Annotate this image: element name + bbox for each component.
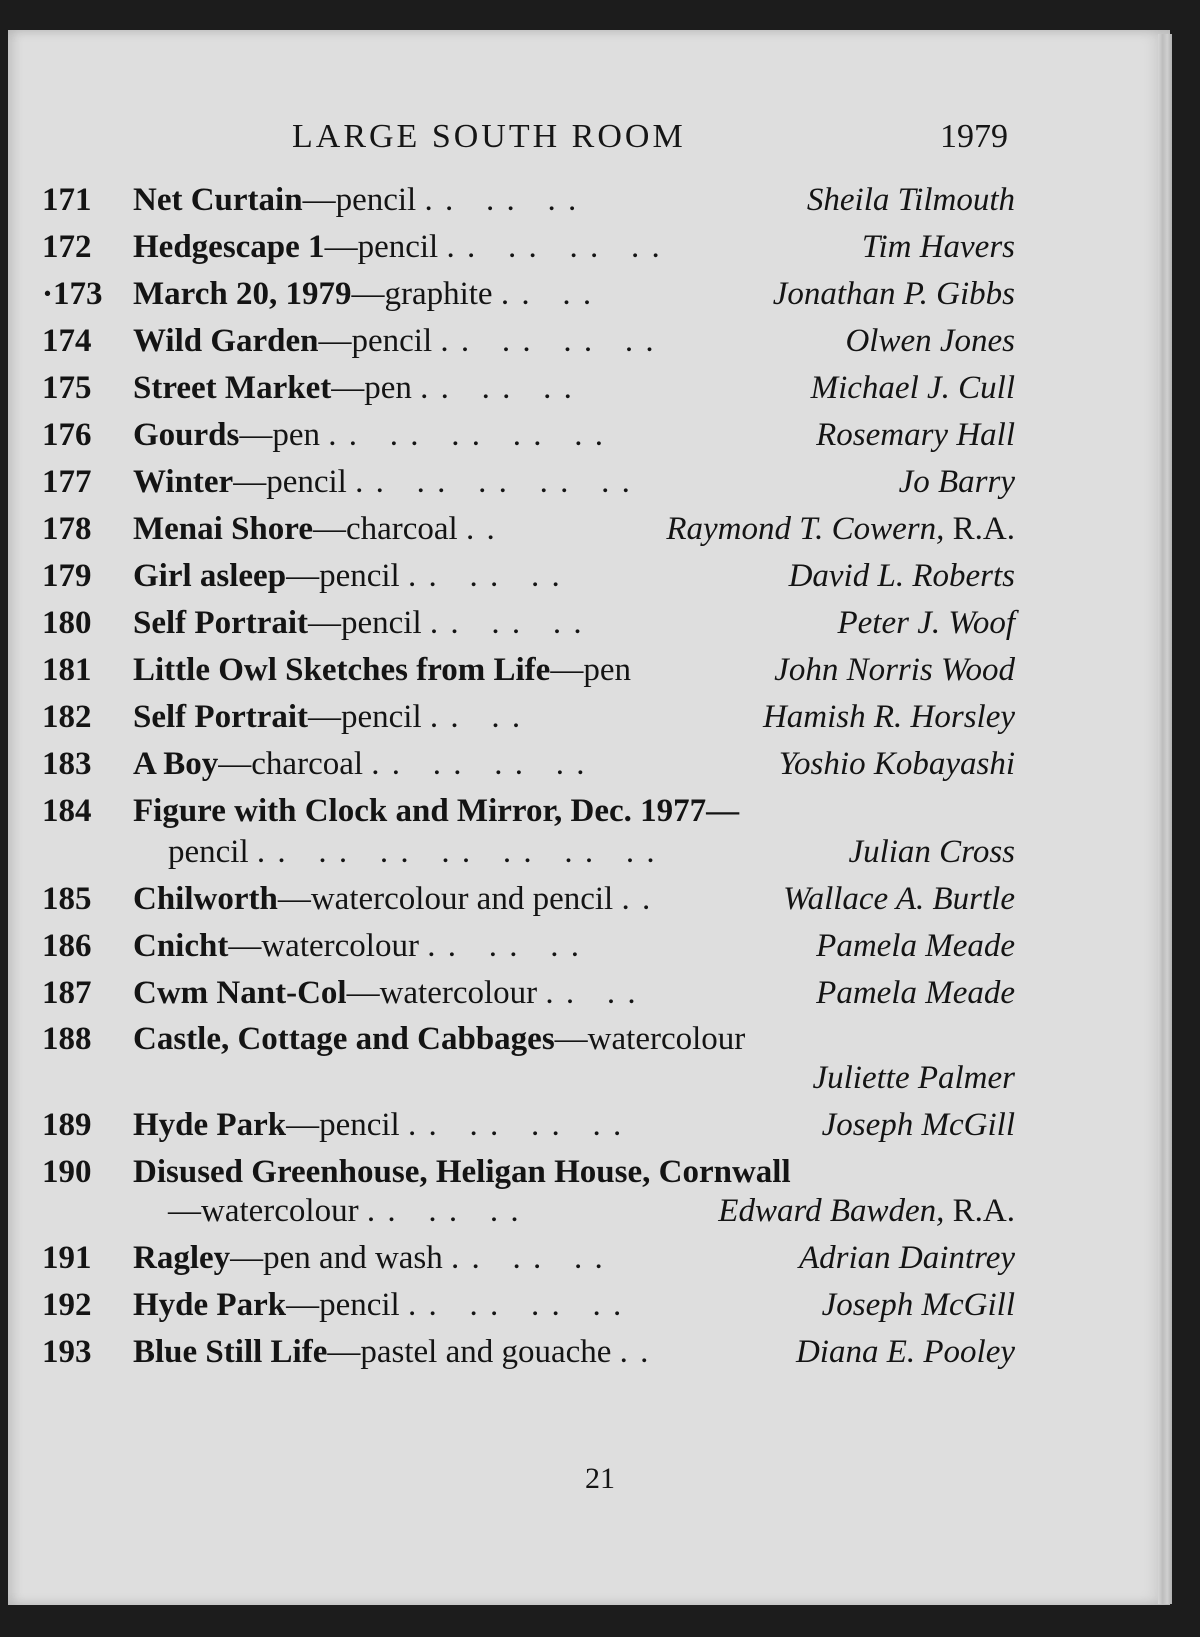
artwork-medium: —pencil [308, 699, 422, 735]
entry-number: 186 [42, 928, 92, 964]
entry-number: 177 [42, 464, 92, 500]
artwork-title: Net Curtain [133, 182, 303, 218]
artwork-medium: —watercolour [346, 975, 538, 1011]
leader-dots: . . . . . . . . [440, 323, 656, 359]
entry-number: 172 [42, 229, 92, 265]
artwork-medium: —pen [550, 652, 631, 688]
page-header [0, 118, 1200, 168]
artwork-title: Gourds [133, 417, 240, 453]
leader-dots: . . . . . . [420, 370, 574, 406]
artwork-medium: —charcoal [218, 746, 364, 782]
leader-dots: . . . . . . . . . . [328, 417, 606, 453]
artist-name [822, 1287, 1015, 1324]
artist-name [862, 229, 1015, 266]
entry-description [133, 464, 632, 501]
artwork-title: Disused Greenhouse, Heligan House, Cornwall [133, 1154, 791, 1190]
entry-number: 182 [42, 699, 92, 735]
artist-name-text: David L. Roberts [788, 558, 1015, 594]
artwork-title: Little Owl Sketches from Life [133, 652, 551, 688]
artist-name [816, 975, 1015, 1012]
entry-description [133, 975, 638, 1012]
entry-description [133, 558, 562, 595]
catalogue-entry [0, 323, 1200, 367]
artist-name-text: Julian Cross [848, 834, 1015, 870]
catalogue-entry [0, 699, 1200, 743]
entry-number: 181 [42, 652, 92, 688]
artist-name [799, 1240, 1015, 1277]
artist-honour: R.A. [944, 511, 1015, 547]
catalogue-entry [0, 1287, 1200, 1331]
artist-name [845, 323, 1015, 360]
entry-number: ·173 [42, 276, 103, 312]
entry-description [133, 229, 662, 266]
artist-name [812, 1060, 1015, 1097]
artist-name [807, 182, 1015, 219]
artist-name-text: Raymond T. Cowern, [666, 511, 945, 547]
artist-name [718, 1193, 1015, 1230]
artwork-title: Ragley [133, 1240, 231, 1276]
catalogue-entry [0, 464, 1200, 508]
artist-name-text: Jo Barry [898, 464, 1015, 500]
room-title: LARGE SOUTH ROOM [292, 118, 686, 155]
entry-number: 192 [42, 1287, 92, 1323]
artist-name-text: Jonathan P. Gibbs [772, 276, 1015, 312]
leader-dots: . . . . [429, 699, 523, 735]
leader-dots: . . . . . . . . [371, 746, 587, 782]
artwork-medium: —pencil [324, 229, 439, 265]
leader-dots: . . . . [545, 975, 638, 1011]
entry-number: 188 [42, 1021, 92, 1057]
entry-number: 187 [42, 975, 92, 1011]
entry-number: 179 [42, 558, 92, 594]
artist-name-text: Tim Havers [861, 229, 1015, 265]
entry-description [133, 1107, 623, 1144]
entry-description [133, 699, 522, 736]
entry-description [133, 881, 652, 918]
entry-number: 176 [42, 417, 92, 453]
artwork-title: Street Market [133, 370, 332, 406]
catalogue-entry [0, 558, 1200, 602]
artist-honour: R.A. [944, 1193, 1015, 1229]
artist-name [838, 605, 1016, 642]
artwork-title: Figure with Clock and Mirror, Dec. 1977— [133, 793, 740, 829]
artwork-medium: —pen and wash [230, 1240, 443, 1276]
catalogue-entry [0, 1107, 1200, 1151]
catalogue-entry [0, 370, 1200, 414]
entry-description [133, 746, 587, 783]
catalogue-entry [0, 276, 1200, 320]
entry-number: 183 [42, 746, 92, 782]
entry-description [133, 928, 581, 965]
leader-dots: . . . . . . . . [407, 1287, 624, 1323]
leader-dots: . . . . . . . . [407, 1107, 624, 1143]
leader-dots: . . . . . . [407, 558, 562, 594]
artwork-title: Cnicht [133, 928, 229, 964]
artist-name-text: Michael J. Cull [810, 370, 1015, 406]
entry-description [133, 182, 578, 219]
catalogue-entry [0, 975, 1200, 1019]
entry-description [168, 834, 657, 871]
entry-description [133, 370, 574, 407]
entry-number: 178 [42, 511, 92, 547]
leader-dots: . . [465, 511, 497, 547]
entry-description [133, 1021, 745, 1058]
artist-name-text: Sheila Tilmouth [806, 182, 1015, 218]
artwork-title: Menai Shore [133, 511, 313, 547]
artwork-title: Hyde Park [133, 1107, 287, 1143]
entry-number: 191 [42, 1240, 92, 1276]
artwork-medium: —pencil [302, 182, 417, 218]
catalogue-entry [0, 1060, 1200, 1104]
artwork-title: Wild Garden [133, 323, 319, 359]
artwork-medium: —pencil [286, 558, 400, 594]
entry-number: 190 [42, 1154, 92, 1190]
artwork-medium: —pencil [233, 464, 347, 500]
entry-description [133, 417, 605, 454]
artist-name-text: Diana E. Pooley [795, 1334, 1015, 1370]
catalogue-year: 1979 [940, 118, 1008, 155]
leader-dots: . . . . . . . . . . [355, 464, 632, 500]
artwork-title: Cwm Nant-Col [133, 975, 347, 1011]
catalogue-entry [0, 605, 1200, 649]
catalogue-entry [0, 793, 1200, 837]
entry-number: 185 [42, 881, 92, 917]
leader-dots: . . . . [500, 276, 594, 312]
leader-dots: . . . . . . . . [446, 229, 662, 265]
leader-dots: . . . . . . [427, 928, 581, 964]
artwork-title: Chilworth [133, 881, 278, 917]
artist-name-text: Wallace A. Burtle [783, 881, 1015, 917]
leader-dots: . . . . . . [451, 1240, 605, 1276]
artist-name-text: Adrian Daintrey [799, 1240, 1015, 1276]
artist-name-text: John Norris Wood [774, 652, 1015, 688]
artwork-medium: —pen [239, 417, 321, 453]
leader-dots: . . . . . . [366, 1193, 521, 1229]
entry-description [133, 511, 497, 548]
artist-name-text: Juliette Palmer [812, 1060, 1015, 1096]
catalogue-entry [0, 1154, 1200, 1198]
entry-description [133, 1154, 791, 1191]
entry-description [133, 1240, 605, 1277]
entry-number: 171 [42, 182, 92, 218]
entry-number: 189 [42, 1107, 92, 1143]
artwork-medium: —watercolour [168, 1193, 359, 1229]
entry-description [133, 652, 631, 689]
artwork-medium: —watercolour [228, 928, 419, 964]
artwork-medium: —pencil [308, 605, 422, 641]
entry-description [133, 793, 739, 830]
artist-name [811, 370, 1015, 407]
entry-description [133, 323, 656, 360]
artist-name-text: Peter J. Woof [837, 605, 1015, 641]
page-number: 21 [585, 1462, 615, 1495]
entry-number: 175 [42, 370, 92, 406]
artwork-title: Castle, Cottage and Cabbages [133, 1021, 555, 1057]
catalogue-entry [0, 1193, 1200, 1237]
catalogue-entry [0, 652, 1200, 696]
artwork-medium: —pastel and gouache [327, 1334, 612, 1370]
entry-number: 193 [42, 1334, 92, 1370]
catalogue-entry [0, 928, 1200, 972]
entry-number: 184 [42, 793, 92, 829]
artist-name [822, 1107, 1015, 1144]
artist-name-text: Pamela Meade [816, 975, 1015, 1011]
artist-name-text: Hamish R. Horsley [762, 699, 1015, 735]
entry-number: 174 [42, 323, 92, 359]
entry-description [133, 605, 584, 642]
catalogue-entry [0, 1021, 1200, 1065]
catalogue-entry [0, 746, 1200, 790]
artist-name [779, 746, 1015, 783]
catalogue-entry [0, 1240, 1200, 1284]
artwork-medium: —watercolour and pencil [277, 881, 614, 917]
artist-name-text: Rosemary Hall [816, 417, 1015, 453]
artwork-title: Self Portrait [133, 605, 309, 641]
leader-dots: . . . . . . [429, 605, 584, 641]
artist-name-text: Olwen Jones [845, 323, 1015, 359]
leader-dots: . . [621, 881, 653, 917]
artwork-medium: —watercolour [554, 1021, 746, 1057]
artwork-title: March 20, 1979 [133, 276, 352, 312]
artist-name [816, 417, 1015, 454]
entry-description [133, 276, 593, 313]
artist-name-text: Joseph McGill [821, 1287, 1015, 1323]
artwork-title: A Boy [133, 746, 219, 782]
catalogue-entry [0, 1334, 1200, 1378]
artwork-medium: —pencil [286, 1107, 400, 1143]
artist-name-text: Edward Bawden, [718, 1193, 945, 1229]
artwork-title: Blue Still Life [133, 1334, 328, 1370]
catalogue-entry [0, 417, 1200, 461]
catalogue-entry [0, 511, 1200, 555]
artwork-medium: —pencil [286, 1287, 400, 1323]
artwork-medium: —pen [331, 370, 412, 406]
artwork-title: Self Portrait [133, 699, 309, 735]
artwork-title: Girl asleep [133, 558, 287, 594]
leader-dots: . . . . . . . . . . . . . . [256, 834, 657, 870]
entry-number: 180 [42, 605, 92, 641]
artist-name [783, 881, 1015, 918]
artist-name [773, 276, 1015, 313]
artwork-medium: pencil [168, 834, 249, 870]
artwork-medium: —graphite [351, 276, 493, 312]
artist-name-text: Pamela Meade [816, 928, 1015, 964]
artwork-title: Hedgescape 1 [133, 229, 325, 265]
artist-name [796, 1334, 1015, 1371]
artist-name [774, 652, 1015, 689]
entry-description [168, 1193, 521, 1230]
artwork-title: Hyde Park [133, 1287, 287, 1323]
artist-name [816, 928, 1015, 965]
artist-name [763, 699, 1015, 736]
catalogue-entry [0, 182, 1200, 226]
entry-description [133, 1287, 623, 1324]
artist-name-text: Joseph McGill [821, 1107, 1015, 1143]
catalogue-entry [0, 881, 1200, 925]
artist-name [789, 558, 1015, 595]
artwork-title: Winter [133, 464, 234, 500]
artist-name [848, 834, 1015, 871]
catalogue-entry [0, 834, 1200, 878]
artist-name [899, 464, 1015, 501]
artist-name-text: Yoshio Kobayashi [778, 746, 1015, 782]
entry-description [133, 1334, 650, 1371]
catalogue-entry [0, 229, 1200, 273]
leader-dots: . . [619, 1334, 651, 1370]
leader-dots: . . . . . . [424, 182, 579, 218]
artist-name [666, 511, 1015, 548]
artwork-medium: —charcoal [312, 511, 458, 547]
artwork-medium: —pencil [318, 323, 433, 359]
